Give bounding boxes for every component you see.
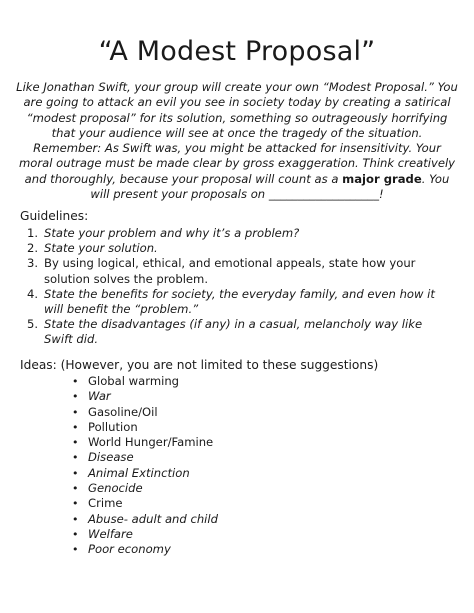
idea-label: Pollution (88, 419, 138, 434)
bullet-icon: • (72, 527, 79, 541)
idea-item (72, 466, 218, 481)
bullet-icon: • (72, 451, 79, 465)
idea-item (72, 420, 218, 435)
ideas-list (72, 374, 218, 558)
intro-paragraph (16, 80, 458, 202)
bullet-icon: • (72, 420, 79, 434)
idea-item (72, 374, 218, 389)
guideline-item (27, 287, 447, 317)
idea-label: War (88, 389, 111, 404)
guideline-item (27, 226, 447, 241)
idea-label: Animal Extinction (88, 465, 190, 480)
guidelines-heading: Guidelines: (20, 209, 89, 223)
idea-item (72, 512, 218, 527)
idea-label: Welfare (88, 526, 133, 541)
idea-label: Poor economy (88, 542, 171, 557)
idea-label: Crime (88, 496, 123, 511)
guideline-number: 4. (27, 286, 39, 301)
bullet-icon: • (72, 512, 79, 526)
bullet-icon: • (72, 466, 79, 480)
idea-label: Gasoline/Oil (88, 404, 158, 419)
idea-label: Disease (88, 450, 134, 465)
idea-item (72, 405, 218, 420)
guidelines-list (27, 226, 447, 348)
idea-item (72, 527, 218, 542)
guideline-text: State the benefits for society, the everyday family, and even how it will benefit the “problem.” (44, 286, 435, 317)
idea-item (72, 542, 218, 557)
bullet-icon: • (72, 543, 79, 557)
guideline-number: 5. (27, 317, 39, 332)
bullet-icon: • (72, 497, 79, 511)
idea-item (72, 496, 218, 511)
idea-label: Abuse- adult and child (88, 511, 218, 526)
bullet-icon: • (72, 375, 79, 388)
idea-item (72, 435, 218, 450)
guideline-item (27, 241, 447, 256)
guideline-number: 1. (27, 226, 39, 240)
guideline-number: 2. (27, 241, 39, 256)
idea-label: World Hunger/Famine (88, 435, 214, 450)
guideline-item (27, 256, 447, 286)
guideline-text: By using logical, ethical, and emotional appeals, state how your solution solves the problem. (44, 256, 416, 286)
bullet-icon: • (72, 390, 79, 404)
guideline-number: 3. (27, 256, 39, 271)
idea-item (72, 389, 218, 404)
idea-item (72, 450, 218, 465)
idea-label: Global warming (88, 374, 180, 388)
idea-item (72, 481, 218, 496)
idea-label: Genocide (88, 481, 143, 496)
document-title: “A Modest Proposal” (98, 36, 376, 67)
ideas-heading: Ideas: (However, you are not limited to these suggestions) (20, 358, 379, 372)
intro-text-start: Like Jonathan Swift, your group will create your own “Modest Proposal.” You are going to attack an evil you see in society today by creating a satirical “modest proposal” for its solution, something so outrageously horrifying that your audience will see at once the tragedy of the situation. Remember: As Swift was, you might be attacked for insensitivity. Your moral outrage must be made clear by gross exaggeration. Think creatively and thoroughly, because your proposal will count as a (16, 80, 458, 186)
guideline-text: State your solution. (44, 241, 158, 256)
guideline-text: State the disadvantages (if any) in a casual, melancholy way like Swift did. (44, 317, 423, 347)
intro-bold-text: major grade (342, 171, 422, 186)
guideline-item (27, 317, 447, 347)
guideline-text: State your problem and why it’s a problem? (44, 226, 300, 240)
intro-text-end: . You will present your proposals on ___________________! (90, 171, 450, 202)
bullet-icon: • (72, 405, 79, 419)
bullet-icon: • (72, 436, 79, 450)
bullet-icon: • (72, 482, 79, 496)
